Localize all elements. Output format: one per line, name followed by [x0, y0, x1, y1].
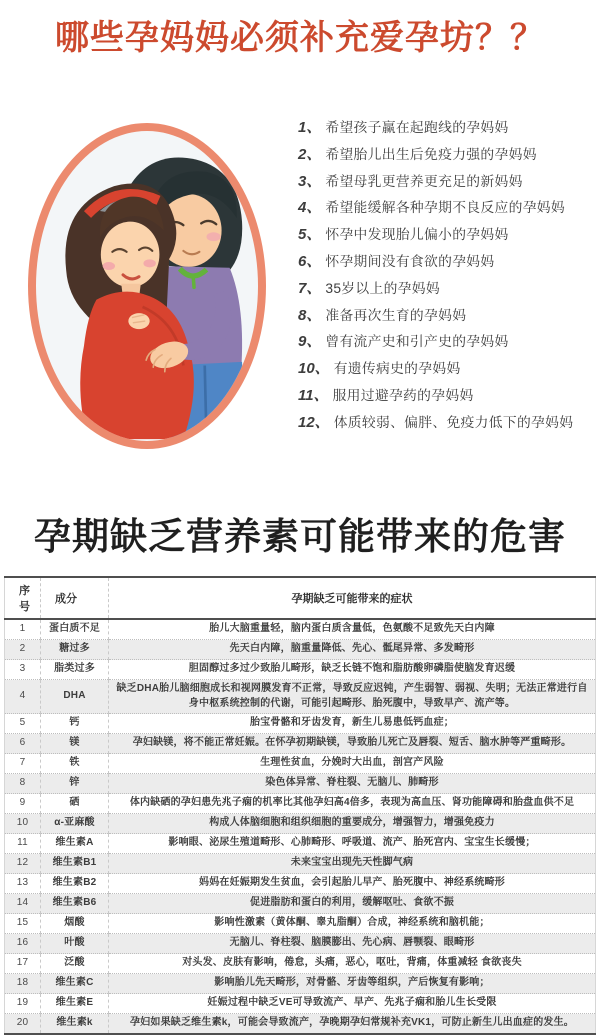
cell-no: 3 — [5, 660, 41, 680]
hazard-table-body — [5, 619, 596, 1034]
list-item-number: 10、 — [298, 360, 330, 378]
cell-symptom: 无脑儿、脊柱裂、脑膜膨出、先心病、唇颚裂、眼畸形 — [109, 934, 596, 954]
cell-symptom: 妊娠过程中缺乏VE可导致流产、早产、先兆子痫和胎儿生长受限 — [109, 994, 596, 1014]
list-item — [298, 222, 594, 249]
cell-symptom: 先天白内障，脑重量降低、先心、骶尾异常、多发畸形 — [109, 640, 596, 660]
list-item-text: 希望能缓解各种孕期不良反应的孕妈妈 — [325, 200, 565, 216]
table-row — [5, 680, 596, 714]
list-item-text: 准备再次生育的孕妈妈 — [325, 307, 467, 323]
cell-name: 维生素k — [41, 1014, 109, 1035]
oval-frame — [28, 123, 266, 449]
cell-name: α-亚麻酸 — [41, 814, 109, 834]
table-row — [5, 974, 596, 994]
table-row — [5, 754, 596, 774]
cell-name: 维生素B6 — [41, 894, 109, 914]
header-no: 序号 — [5, 577, 41, 619]
cell-symptom: 构成人体脑细胞和组织细胞的重要成分，增强智力，增强免疫力 — [109, 814, 596, 834]
list-item — [298, 303, 594, 330]
list-item-text: 希望孩子赢在起跑线的孕妈妈 — [325, 120, 509, 135]
cell-symptom: 影响性激素（黄体酮、睾丸脂酮）合成，神经系统和脑机能； — [109, 914, 596, 934]
list-item-text: 怀孕期间没有食欲的孕妈妈 — [325, 253, 495, 269]
list-item — [298, 142, 594, 169]
table-row — [5, 814, 596, 834]
table-row — [5, 854, 596, 874]
cell-name: 泛酸 — [41, 954, 109, 974]
list-item-number: 4、 — [298, 199, 322, 217]
list-item-text: 服用过避孕药的孕妈妈 — [332, 387, 474, 403]
list-item — [298, 249, 594, 276]
cell-name: 铁 — [41, 754, 109, 774]
list-item — [298, 329, 594, 356]
audience-list — [298, 115, 594, 437]
cell-name: 锌 — [41, 774, 109, 794]
list-item-text: 有遗传病史的孕妈妈 — [333, 361, 461, 377]
cell-name: 脂类过多 — [41, 660, 109, 680]
list-item-text: 35岁以上的孕妈妈 — [325, 280, 440, 296]
list-item-number: 3、 — [298, 172, 322, 190]
table-header-row — [5, 577, 596, 619]
cell-symptom: 体内缺硒的孕妇患先兆子痫的机率比其他孕妇高4倍多，表现为高血压、肾功能障碍和胎盘血供不足 — [109, 794, 596, 814]
table-row — [5, 994, 596, 1014]
cell-symptom: 妈妈在妊娠期发生贫血，会引起胎儿早产、胎死腹中、神经系统畸形 — [109, 874, 596, 894]
list-item — [298, 195, 594, 222]
cell-symptom: 孕妇缺镁，将不能正常妊娠。在怀孕初期缺镁，导致胎儿死亡及唇裂、短舌、脑水肿等严重畸形。 — [109, 734, 596, 754]
list-item — [298, 356, 594, 383]
hazard-section-title: 孕期缺乏营养素可能带来的危害 — [34, 516, 566, 557]
list-item-text: 希望母乳更营养更充足的新妈妈 — [325, 173, 523, 189]
cell-symptom: 生理性贫血，分娩时大出血，剖宫产风险 — [109, 754, 596, 774]
cell-name: 糖过多 — [41, 640, 109, 660]
table-row — [5, 734, 596, 754]
cell-no: 8 — [5, 774, 41, 794]
list-item — [298, 383, 594, 410]
couple-drawing — [36, 131, 258, 441]
cell-no: 9 — [5, 794, 41, 814]
cell-name: 烟酸 — [41, 914, 109, 934]
cell-no: 19 — [5, 994, 41, 1014]
cell-symptom: 对头发、皮肤有影响，倦怠，头痛，恶心，呕吐，背痛，体重减轻 食欲丧失 — [109, 954, 596, 974]
pregnant-couple-illustration — [28, 123, 266, 449]
hero-section — [0, 115, 600, 460]
cell-symptom: 胎宝骨骼和牙齿发育，新生儿易患低钙血症； — [109, 714, 596, 734]
list-item-number: 8、 — [298, 306, 322, 324]
header-name: 成分 — [41, 577, 109, 619]
cell-symptom: 未来宝宝出现先天性脚气病 — [109, 854, 596, 874]
cell-name: 维生素B1 — [41, 854, 109, 874]
cell-name: 蛋白质不足 — [41, 619, 109, 640]
list-item-text: 希望胎儿出生后免疫力强的孕妈妈 — [325, 146, 537, 162]
cell-no: 5 — [5, 714, 41, 734]
cell-symptom: 促进脂肪和蛋白的利用，缓解呕吐、食欲不振 — [109, 894, 596, 914]
cell-name: 维生素C — [41, 974, 109, 994]
table-row — [5, 619, 596, 640]
cell-name: 维生素E — [41, 994, 109, 1014]
table-row — [5, 794, 596, 814]
list-item-number: 11、 — [298, 386, 329, 404]
cell-symptom: 胆固醇过多过少致胎儿畸形，缺乏长链不饱和脂肪酸卵磷脂使脑发育迟缓 — [109, 660, 596, 680]
cell-no: 10 — [5, 814, 41, 834]
list-item — [298, 169, 594, 196]
table-row — [5, 894, 596, 914]
list-item-number: 1、 — [298, 119, 322, 136]
cell-no: 1 — [19, 623, 26, 635]
list-item — [298, 410, 594, 437]
list-item-text: 怀孕中发现胎儿偏小的孕妈妈 — [325, 227, 509, 243]
table-row — [5, 834, 596, 854]
cell-no: 14 — [5, 894, 41, 914]
hazard-table — [4, 576, 596, 1035]
table-row — [5, 714, 596, 734]
cell-no: 20 — [5, 1014, 41, 1035]
list-item-number: 5、 — [298, 226, 322, 244]
list-item-number: 9、 — [298, 333, 322, 351]
cell-symptom: 影响眼、泌尿生殖道畸形、心肺畸形、呼吸道、流产、胎死宫内、宝宝生长缓慢； — [109, 834, 596, 854]
list-item-number: 7、 — [298, 279, 322, 297]
cell-name: 维生素B2 — [41, 874, 109, 894]
cell-symptom: 染色体异常、脊柱裂、无脑儿、肺畸形 — [109, 774, 596, 794]
cell-name: 维生素A — [41, 834, 109, 854]
table-row — [5, 954, 596, 974]
page-title: 哪些孕妈妈必须补充爱孕坊？？ — [55, 19, 545, 57]
cell-no: 12 — [5, 854, 41, 874]
table-row — [5, 1014, 596, 1035]
cell-name: 镁 — [41, 734, 109, 754]
cell-name: DHA — [41, 680, 109, 714]
list-item-number: 2、 — [298, 145, 322, 163]
list-item-text: 曾有流产史和引产史的孕妈妈 — [325, 334, 509, 350]
header-symptom: 孕期缺乏可能带来的症状 — [109, 577, 596, 619]
cell-symptom: 孕妇如果缺乏维生素k，可能会导致流产，孕晚期孕妇常规补充VK1，可防止新生儿出血症的发生。 — [109, 1014, 596, 1035]
cell-symptom: 影响胎儿先天畸形，对骨骼、牙齿等组织，产后恢复有影响； — [109, 974, 596, 994]
cell-no: 2 — [5, 640, 41, 660]
list-item-text: 体质较弱、偏胖、免疫力低下的孕妈妈 — [333, 414, 574, 430]
cell-no: 17 — [5, 954, 41, 974]
cell-no: 4 — [5, 680, 41, 714]
cell-name: 钙 — [41, 714, 109, 734]
cell-symptom: 缺乏DHA胎儿脑细胞成长和视网膜发育不正常，导致反应迟钝，产生弱智、弱视、失明；无法正常进行自身中枢系统控制的代谢，可能引起畸形、胎死腹中，导致早产、流产等。 — [109, 680, 596, 714]
cell-no: 11 — [5, 834, 41, 854]
cell-no: 15 — [5, 914, 41, 934]
list-item — [298, 276, 594, 303]
table-row — [5, 660, 596, 680]
cell-no: 13 — [5, 874, 41, 894]
cell-no: 6 — [5, 734, 41, 754]
table-row — [5, 640, 596, 660]
table-row — [5, 874, 596, 894]
list-item-number: 12、 — [298, 413, 330, 431]
table-row — [5, 774, 596, 794]
cell-no: 7 — [5, 754, 41, 774]
cell-no: 16 — [5, 934, 41, 954]
list-item — [298, 115, 594, 142]
cell-name: 硒 — [41, 794, 109, 814]
table-row — [5, 914, 596, 934]
cell-symptom: 胎儿大脑重量轻，脑内蛋白质含量低，色氨酸不足致先天白内障 — [109, 619, 596, 640]
cell-name: 叶酸 — [41, 934, 109, 954]
list-item-number: 6、 — [298, 252, 322, 270]
table-row — [5, 934, 596, 954]
cell-no: 18 — [5, 974, 41, 994]
